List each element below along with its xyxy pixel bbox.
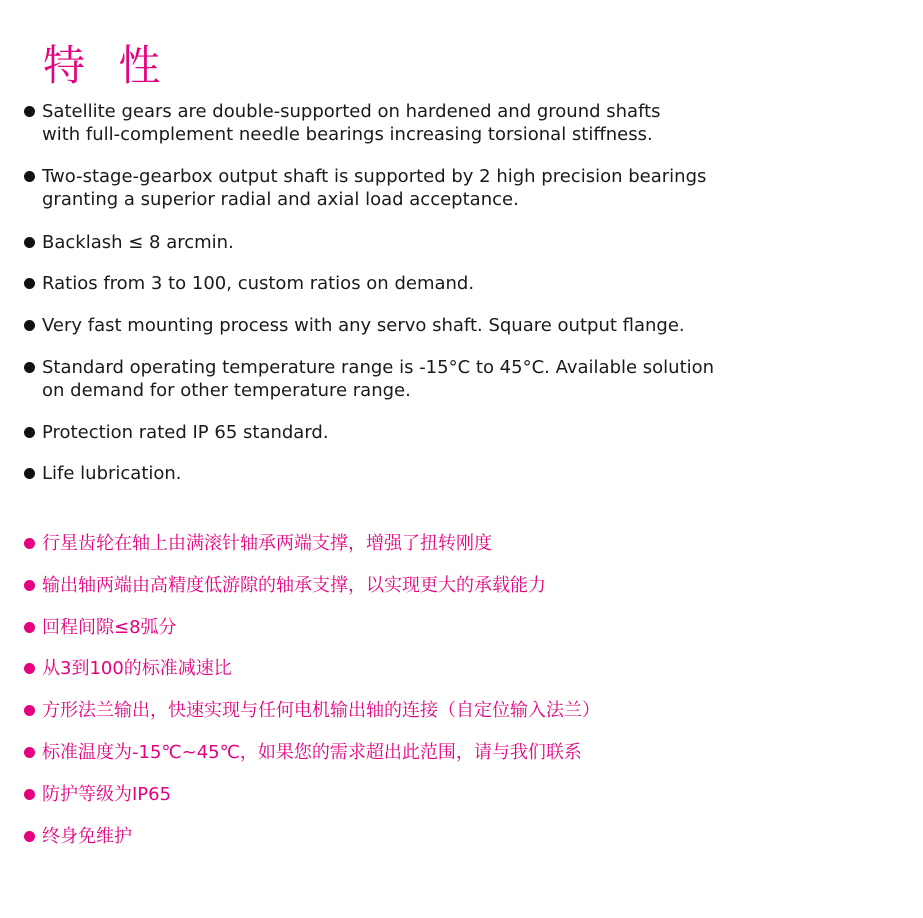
- feature-text: Protection rated IP 65 standard.: [42, 422, 329, 443]
- bullet-icon: [24, 106, 35, 117]
- bullet-icon: [24, 622, 35, 633]
- feature-text: Backlash ≤ 8 arcmin.: [42, 232, 234, 253]
- feature-text: Very fast mounting process with any servo shaft. Square output flange.: [42, 315, 685, 336]
- feature-text: Ratios from 3 to 100, custom ratios on demand.: [42, 273, 475, 294]
- feature-text: 方形法兰输出，快速实现与任何电机输出轴的连接（自定位输入法兰）: [42, 700, 600, 721]
- bullet-icon: [24, 747, 35, 758]
- feature-text: 防护等级为IP65: [42, 784, 172, 805]
- feature-text: 行星齿轮在轴上由满滚针轴承两端支撑，增强了扭转刚度: [42, 533, 492, 554]
- bullet-icon: [24, 663, 35, 674]
- bullet-icon: [24, 320, 35, 331]
- feature-text: Standard operating temperature range is -15°C to 45°C. Available solution on demand for other temperature range.: [42, 357, 715, 401]
- list-item: [24, 616, 177, 639]
- list-item: [24, 574, 546, 597]
- bullet-icon: [24, 171, 35, 182]
- bullet-icon: [24, 427, 35, 438]
- bullet-icon: [24, 580, 35, 591]
- bullet-icon: [24, 362, 35, 373]
- list-item: [24, 532, 492, 555]
- feature-text: Two-stage-gearbox output shaft is supported by 2 high precision bearings granting a superior radial and axial load acceptance.: [42, 166, 707, 210]
- list-item: [24, 741, 582, 764]
- feature-text: 从3到100的标准减速比: [42, 658, 232, 679]
- list-item: [24, 699, 600, 722]
- bullet-icon: [24, 538, 35, 549]
- list-item: [24, 356, 714, 402]
- list-item: [24, 314, 685, 337]
- list-item: [24, 272, 474, 295]
- list-item: [24, 462, 182, 485]
- feature-text: 终身免维护: [42, 826, 132, 847]
- feature-text: 输出轴两端由高精度低游隙的轴承支撑，以实现更大的承载能力: [42, 575, 546, 596]
- list-item: [24, 231, 234, 254]
- list-item: [24, 825, 132, 848]
- list-item: [24, 421, 329, 444]
- feature-text: Satellite gears are double-supported on hardened and ground shafts with full-complement needle bearings increasing torsional stiffness.: [42, 101, 661, 145]
- feature-text: 回程间隙≤8弧分: [42, 617, 177, 638]
- bullet-icon: [24, 278, 35, 289]
- bullet-icon: [24, 468, 35, 479]
- bullet-icon: [24, 789, 35, 800]
- feature-text: Life lubrication.: [42, 463, 182, 484]
- feature-text: 标准温度为-15℃~45℃，如果您的需求超出此范围，请与我们联系: [42, 742, 582, 763]
- page-title: 特 性: [43, 41, 171, 90]
- bullet-icon: [24, 237, 35, 248]
- list-item: [24, 783, 171, 806]
- list-item: [24, 100, 661, 146]
- bullet-icon: [24, 831, 35, 842]
- bullet-icon: [24, 705, 35, 716]
- list-item: [24, 165, 706, 211]
- list-item: [24, 657, 232, 680]
